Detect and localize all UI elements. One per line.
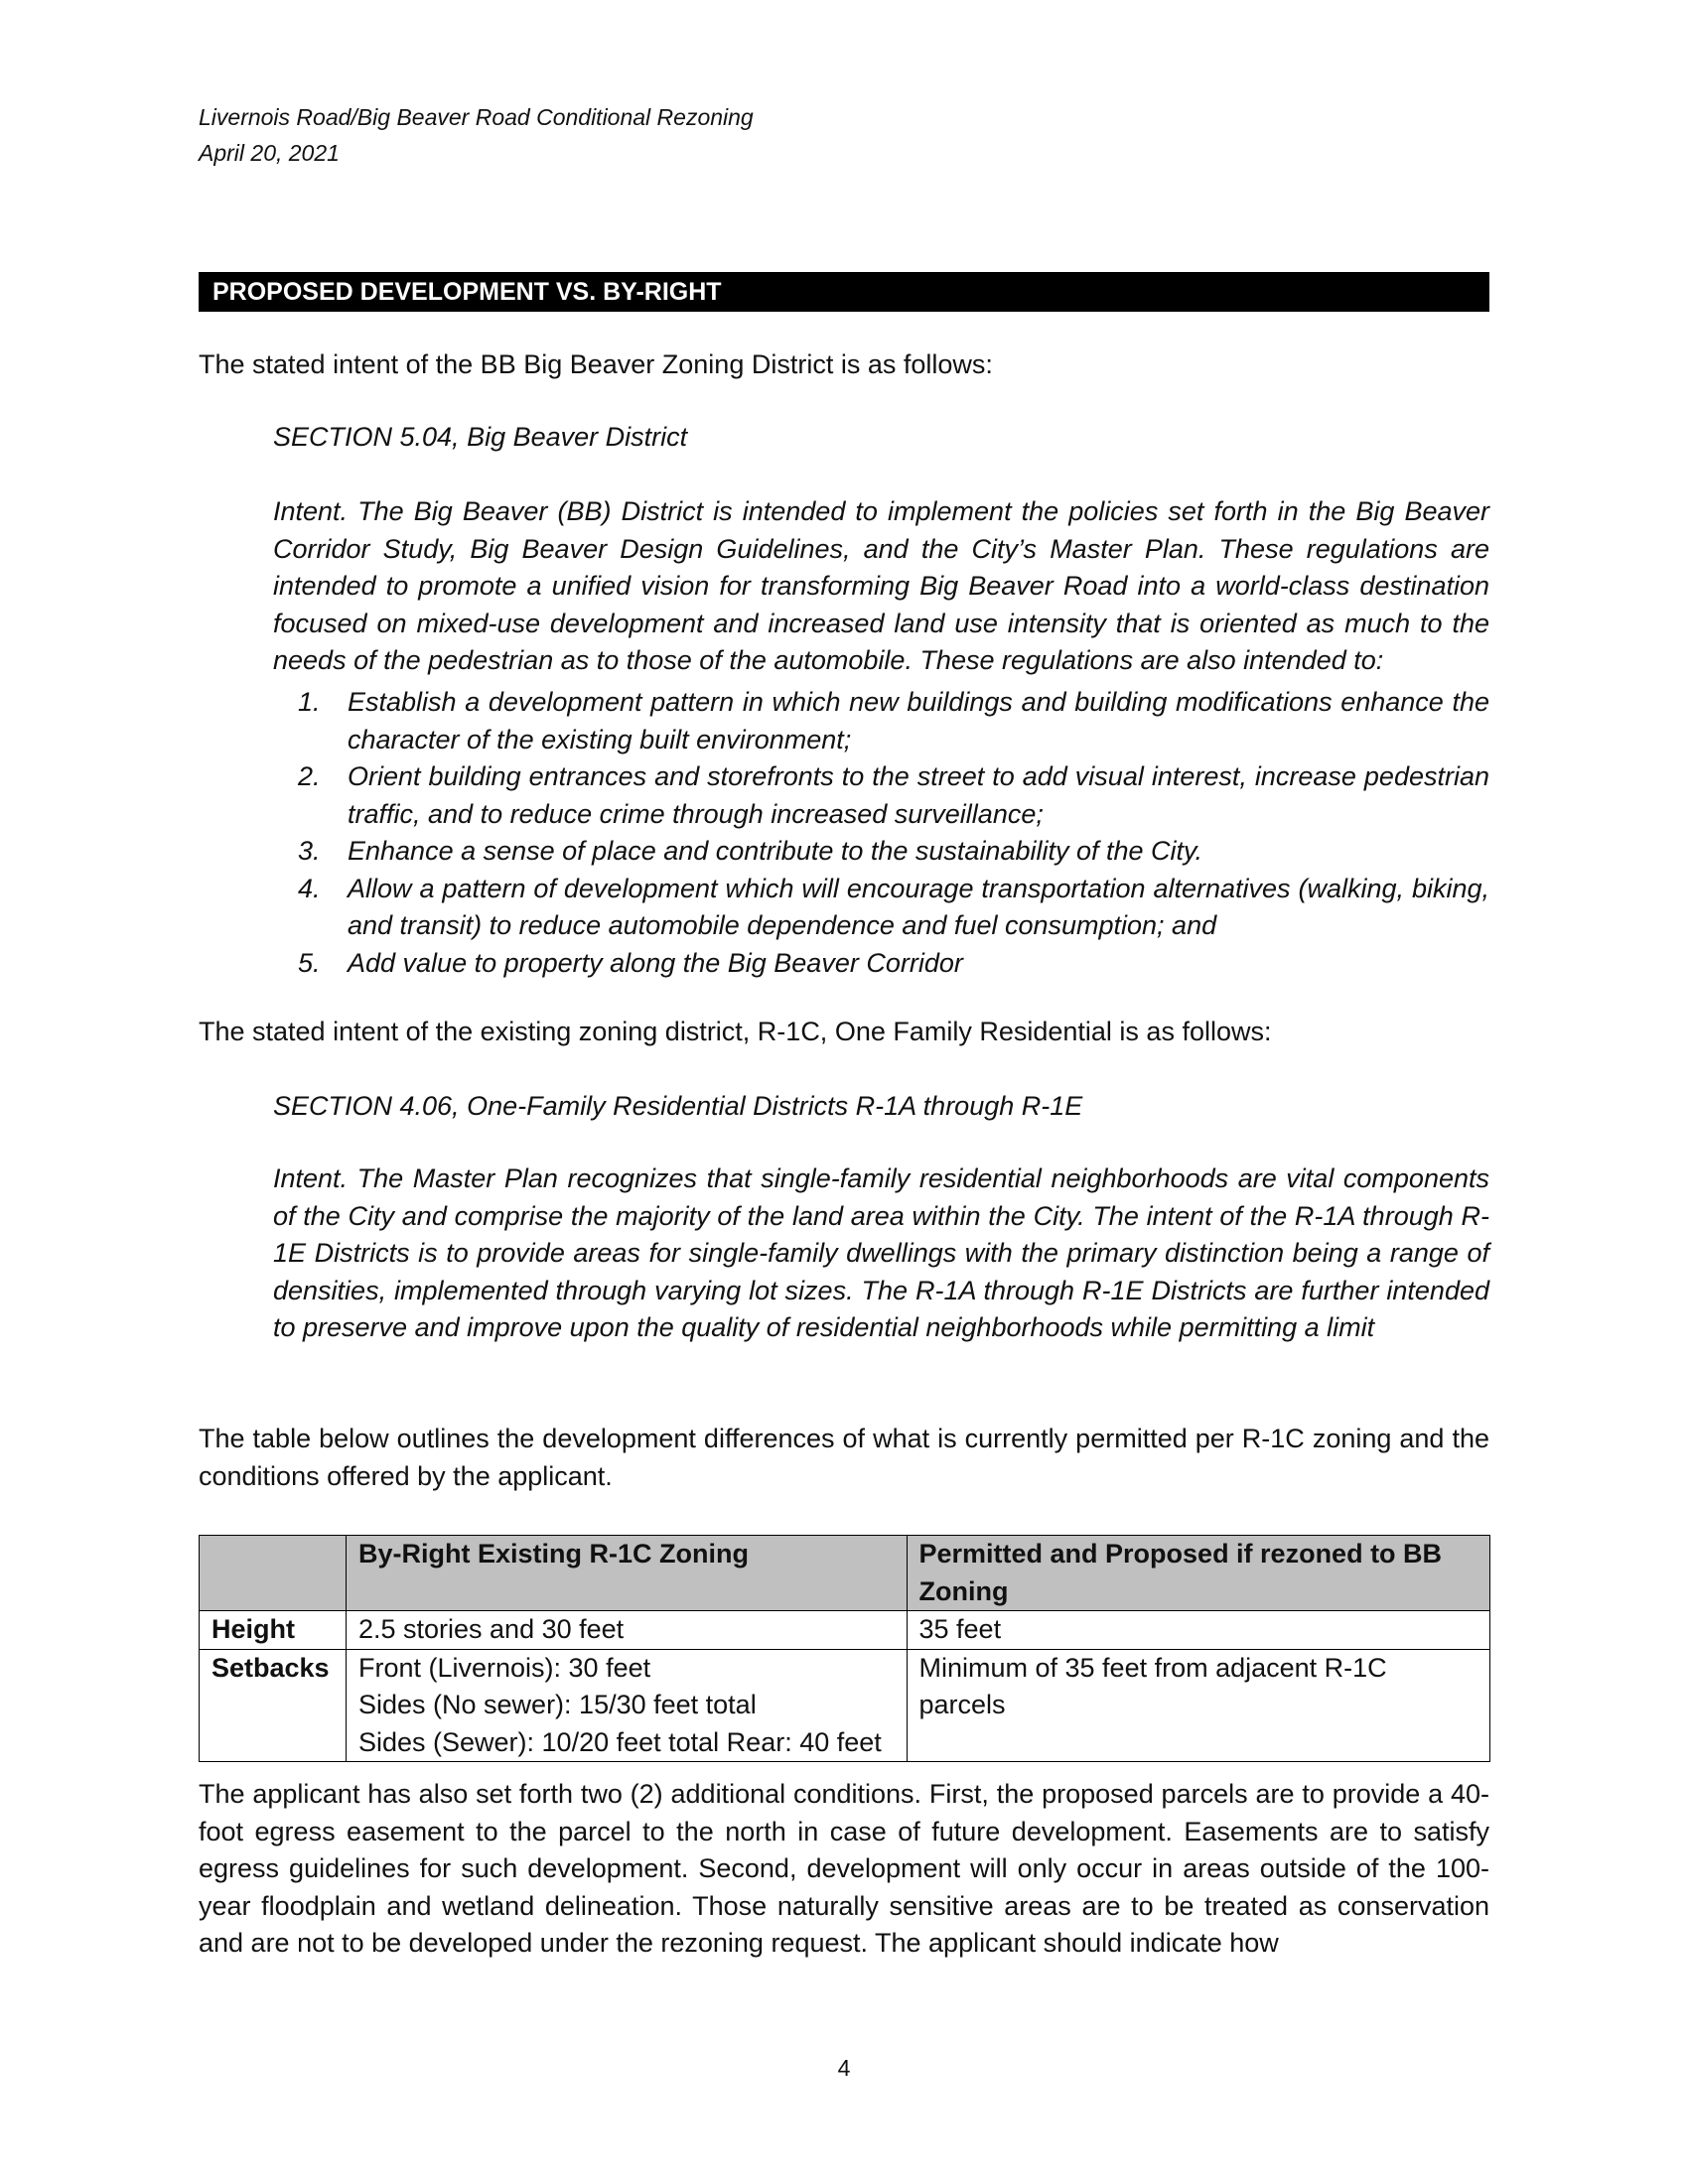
list-text: Allow a pattern of development which will encourage transportation alternatives (walking, biking, and transit) to reduce automobile dependence and fuel consumption; and (348, 873, 1489, 940)
bb-intent-list (273, 684, 1489, 982)
table-header-by-right: By-Right Existing R-1C Zoning (346, 1536, 907, 1611)
section-504-title: SECTION 5.04, Big Beaver District (273, 422, 688, 452)
zoning-comparison-table (199, 1535, 1490, 1762)
list-item (273, 684, 1489, 758)
list-number: 3. (298, 836, 321, 866)
list-number: 4. (298, 873, 321, 903)
table-header-row (200, 1536, 1490, 1611)
row-label: Setbacks (200, 1649, 347, 1762)
intro-r1c-paragraph: The stated intent of the existing zoning district, R-1C, One Family Residential is as follows: (199, 1017, 1272, 1046)
closing-paragraph: The applicant has also set forth two (2) additional conditions. First, the proposed parcels are to provide a 40-foot egress easement to the parcel to the north in case of future development. Easements are to satisfy egress guidelines for such development. Second, development will only occur in areas outside of the 100-year floodplain and wetland delineation. Those naturally sensitive areas are to be treated as conservation and are not to be developed under the rezoning request. The applicant should indicate how (199, 1779, 1489, 1958)
intro-bb-paragraph: The stated intent of the BB Big Beaver Zoning District is as follows: (199, 349, 993, 379)
table-intro-paragraph: The table below outlines the development differences of what is currently permitted per R-1C zoning and the conditions offered by the applicant. (199, 1424, 1489, 1491)
header-date: April 20, 2021 (199, 140, 340, 166)
list-item (273, 833, 1489, 871)
running-header (199, 99, 754, 171)
list-text: Add value to property along the Big Beaver Corridor (348, 947, 963, 978)
list-item (273, 758, 1489, 833)
list-text: Enhance a sense of place and contribute to the sustainability of the City. (348, 836, 1203, 866)
by-right-cell: 2.5 stories and 30 feet (346, 1611, 907, 1650)
proposed-cell: 35 feet (907, 1611, 1490, 1650)
table-row (200, 1649, 1490, 1762)
list-text: Establish a development pattern in which new buildings and building modifications enhance the character of the existing built environment; (348, 687, 1489, 754)
list-number: 2. (298, 761, 321, 791)
section-406-title: SECTION 4.06, One-Family Residential Districts R-1A through R-1E (273, 1091, 1083, 1121)
list-number: 5. (298, 947, 321, 978)
page-number: 4 (837, 2055, 851, 2081)
list-text: Orient building entrances and storefronts to the street to add visual interest, increase pedestrian traffic, and to reduce crime through increased surveillance; (348, 761, 1489, 829)
intent-bb-paragraph: Intent. The Big Beaver (BB) District is intended to implement the policies set forth in the Big Beaver Corridor Study, Big Beaver Design Guidelines, and the City’s Master Plan. These regulations are intended to promote a unified vision for transforming Big Beaver Road into a world-class destination focused on mixed-use development and increased land use intensity that is oriented as much to the needs of the pedestrian as to those of the automobile. These regulations are also intended to: (273, 496, 1489, 675)
list-item (273, 945, 1489, 983)
section-heading: PROPOSED DEVELOPMENT VS. BY-RIGHT (199, 272, 1489, 312)
list-item (273, 871, 1489, 945)
by-right-cell: Front (Livernois): 30 feet Sides (No sewer): 15/30 feet total Sides (Sewer): 10/20 feet total Rear: 40 feet (346, 1649, 907, 1762)
table-row (200, 1611, 1490, 1650)
row-label: Height (200, 1611, 347, 1650)
table-header-corner (200, 1536, 347, 1611)
table-header-proposed: Permitted and Proposed if rezoned to BB Zoning (907, 1536, 1490, 1611)
proposed-cell: Minimum of 35 feet from adjacent R-1C parcels (907, 1649, 1490, 1762)
header-title: Livernois Road/Big Beaver Road Conditional Rezoning (199, 104, 754, 130)
intent-r1-paragraph: Intent. The Master Plan recognizes that single-family residential neighborhoods are vital components of the City and comprise the majority of the land area within the City. The intent of the R-1A through R-1E Districts is to provide areas for single-family dwellings with the primary distinction being a range of densities, implemented through varying lot sizes. The R-1A through R-1E Districts are further intended to preserve and improve upon the quality of residential neighborhoods while permitting a limit (273, 1163, 1489, 1342)
list-number: 1. (298, 687, 321, 717)
